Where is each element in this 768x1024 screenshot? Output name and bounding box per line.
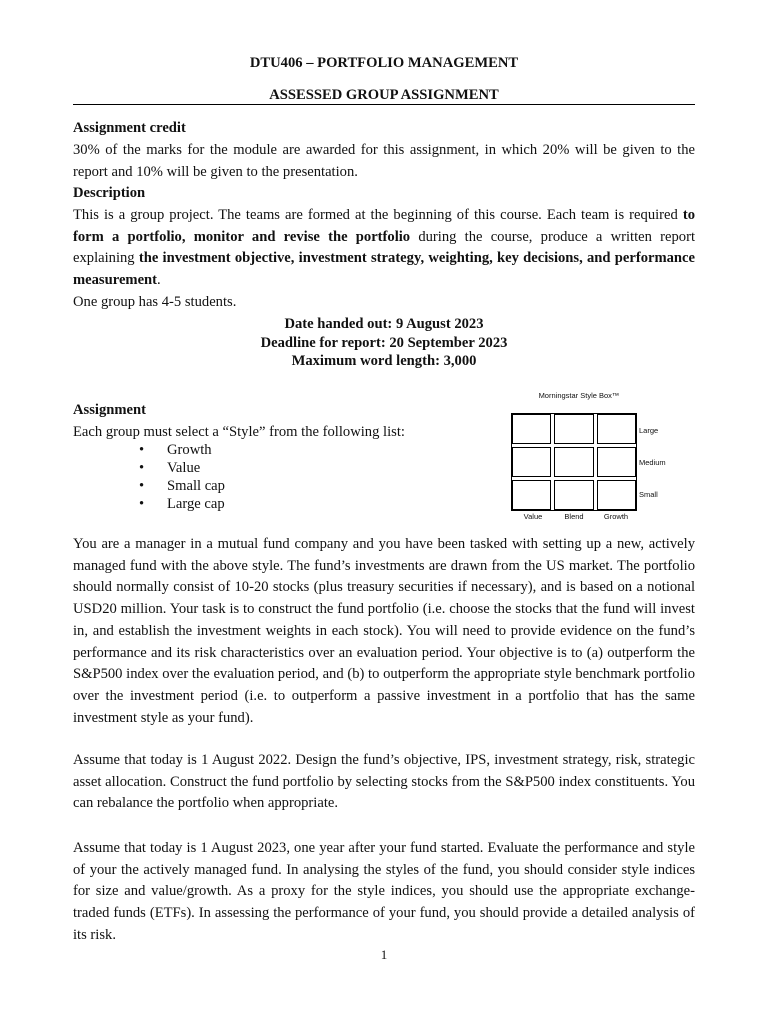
- description-part2: during the course, produce a written report explaining: [73, 228, 695, 267]
- style-box-grid: [511, 413, 637, 511]
- description-text: [73, 205, 695, 292]
- style-box-row-medium: Medium: [639, 458, 666, 467]
- word-length: Maximum word length: 3,000: [291, 353, 477, 369]
- list-item: • Small cap: [137, 477, 225, 495]
- style-box-cell: [512, 447, 551, 477]
- description-part1: This is a group project. The teams are formed at the beginning of this course. Each team is required: [73, 207, 683, 223]
- group-size-text: One group has 4-5 students.: [73, 294, 237, 310]
- style-box-cell: [554, 447, 593, 477]
- style-box-col-growth: Growth: [603, 512, 629, 521]
- style-list: [137, 441, 225, 513]
- assignment-heading: Assignment: [73, 402, 146, 418]
- description-part3: .: [157, 272, 161, 289]
- title-divider: [73, 104, 695, 105]
- list-item: • Value: [137, 459, 225, 477]
- style-box-col-value: Value: [523, 512, 543, 521]
- date-handed-out: Date handed out: 9 August 2023: [284, 316, 484, 332]
- assignment-paragraph-2: Assume that today is 1 August 2022. Design the fund’s objective, IPS, investment strategy, risk, strategic asset allocation. Construct the fund portfolio by selecting stocks from the S&P500 index constituents. You can rebalance the portfolio when appropriate.: [73, 752, 695, 812]
- style-box-cell: [597, 480, 636, 510]
- style-box-cell: [512, 414, 551, 444]
- description-bold1: to form a portfolio, monitor and revise the portfolio: [73, 207, 695, 245]
- style-box-cell: [554, 414, 593, 444]
- key-dates: [73, 315, 695, 371]
- assignment-paragraph-3: Assume that today is 1 August 2023, one year after your fund started. Evaluate the performance and style of your the actively managed fund. In analysing the styles of the fund, you should consider style indices for size and value/growth. As a proxy for the style indices, you should use the appropriate exchange-traded funds (ETFs). In assessing the performance of your fund, you should provide a detailed analysis of its risk.: [73, 840, 695, 943]
- assignment-intro: Each group must select a “Style” from the following list:: [73, 424, 405, 440]
- style-box-row-large: Large: [639, 426, 659, 435]
- credit-text: 30% of the marks for the module are awarded for this assignment, in which 20% will be given to the report and 10% will be given to the presentation.: [73, 142, 695, 180]
- style-box-title: Morningstar Style Box™: [538, 391, 620, 400]
- style-box-cell: [597, 414, 636, 444]
- style-box-cell: [512, 480, 551, 510]
- credit-heading: Assignment credit: [73, 120, 186, 136]
- document-title: ASSESSED GROUP ASSIGNMENT: [269, 87, 499, 103]
- assignment-paragraph-1: You are a manager in a mutual fund company and you have been tasked with setting up a new, actively managed fund with the above style. The fund’s investments are drawn from the US market. The portfolio should normally consist of 10-20 stocks (plus treasury securities if necessary), and is based on a notional USD20 million. Your task is to construct the fund portfolio (i.e. choose the stocks that the fund will invest in, and establish the investment weights in each stock). You will need to provide evidence on the fund’s performance and its risk characteristics over an evaluation period. Your objective is to (a) outperform the S&P500 index over the evaluation period, and (b) to outperform the appropriate style benchmark portfolio over the investment period (i.e. to outperform a passive investment in a portfolio that has the same investment style as your fund).: [73, 536, 695, 726]
- description-bold2: the investment objective, investment strategy, weighting, key decisions, and performance measurement: [73, 250, 695, 289]
- morningstar-style-box: [508, 391, 708, 526]
- course-title: DTU406 – PORTFOLIO MANAGEMENT: [249, 55, 519, 71]
- page-number: 1: [380, 947, 388, 962]
- style-box-cell: [597, 447, 636, 477]
- list-item: • Growth: [137, 441, 225, 459]
- style-box-row-small: Small: [639, 490, 658, 499]
- deadline: Deadline for report: 20 September 2023: [260, 334, 508, 351]
- style-box-cell: [554, 480, 593, 510]
- list-item: • Large cap: [137, 495, 225, 513]
- style-box-col-blend: Blend: [564, 512, 584, 521]
- description-heading: Description: [73, 185, 146, 201]
